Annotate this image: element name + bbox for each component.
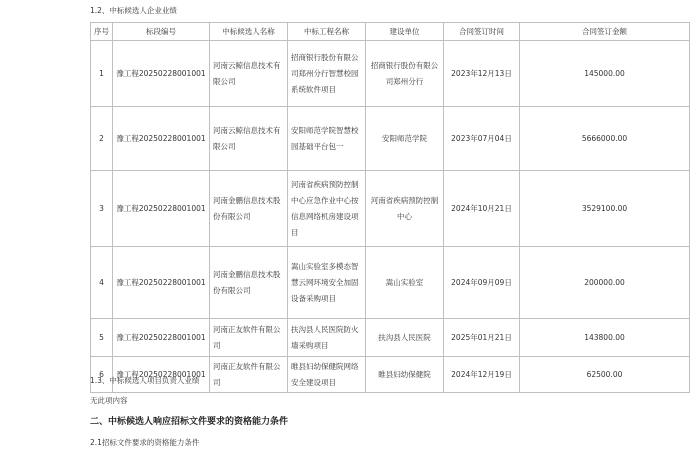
cell-date: 2024年10月21日 [444,171,520,247]
cell-section: 豫工程20250228001001 [113,357,210,393]
cell-no: 2 [91,107,113,171]
cell-project: 嵩山实验室多模态智慧云网环境安全加固设备采购项目 [288,247,366,319]
cell-bidder: 河南云鲸信息技术有限公司 [210,107,288,171]
table-row [91,41,690,107]
table-row [91,319,690,357]
cell-owner: 河南省疾病预防控制中心 [366,171,444,247]
header-amount: 合同签订金额 [520,23,690,41]
cell-owner: 扶沟县人民医院 [366,319,444,357]
cell-date: 2023年12月13日 [444,41,520,107]
cell-amount: 3529100.00 [520,171,690,247]
cell-date: 2025年01月21日 [444,319,520,357]
cell-section: 豫工程20250228001001 [113,247,210,319]
cell-owner: 招商银行股份有限公司郑州分行 [366,41,444,107]
cell-project: 睢县妇幼保健院网络安全建设项目 [288,357,366,393]
cell-date: 2024年12月19日 [444,357,520,393]
table-row [91,171,690,247]
cell-section: 豫工程20250228001001 [113,107,210,171]
section-heading-required-conditions: 2.1招标文件要求的资格能力条件 [90,438,200,447]
cell-project: 扶沟县人民医院防火墙采购项目 [288,319,366,357]
cell-owner: 睢县妇幼保健院 [366,357,444,393]
header-section: 标段编号 [113,23,210,41]
cell-bidder: 河南金鹏信息技术股份有限公司 [210,171,288,247]
header-project: 中标工程名称 [288,23,366,41]
header-owner: 建设单位 [366,23,444,41]
cell-project: 招商银行股份有限公司郑州分行智慧校园系统软件项目 [288,41,366,107]
table-row [91,107,690,171]
cell-section: 豫工程20250228001001 [113,41,210,107]
cell-date: 2023年07月04日 [444,107,520,171]
cell-amount: 145000.00 [520,41,690,107]
cell-amount: 143800.00 [520,319,690,357]
header-bidder: 中标候选人名称 [210,23,288,41]
cell-bidder: 河南正友软件有限公司 [210,357,288,393]
cell-project: 安阳师范学院智慧校园基础平台包一 [288,107,366,171]
cell-date: 2024年09月09日 [444,247,520,319]
cell-no: 3 [91,171,113,247]
cell-owner: 安阳师范学院 [366,107,444,171]
cell-section: 豫工程20250228001001 [113,171,210,247]
cell-amount: 5666000.00 [520,107,690,171]
cell-no: 6 [91,357,113,393]
cell-bidder: 河南金鹏信息技术股份有限公司 [210,247,288,319]
cell-bidder: 河南云鲸信息技术有限公司 [210,41,288,107]
section-heading-bidder-performance: 1.2、中标候选人企业业绩 [90,6,177,15]
cell-no: 4 [91,247,113,319]
cell-bidder: 河南正友软件有限公司 [210,319,288,357]
cell-no: 5 [91,319,113,357]
table-header-row [91,23,690,41]
performance-table [90,22,690,393]
section-heading-qualifications: 二、中标候选人响应招标文件要求的资格能力条件 [90,417,289,427]
table-row [91,247,690,319]
cell-no: 1 [91,41,113,107]
header-date: 合同签订时间 [444,23,520,41]
cell-amount: 62500.00 [520,357,690,393]
section-heading-manager-performance: 1.3、中标候选人项目负责人业绩 [90,376,200,385]
no-content-text: 无此项内容 [90,396,128,405]
cell-amount: 200000.00 [520,247,690,319]
cell-owner: 嵩山实验室 [366,247,444,319]
cell-project: 河南省疾病预防控制中心应急作业中心按信息网络机房建设项目 [288,171,366,247]
header-no: 序号 [91,23,113,41]
cell-section: 豫工程20250228001001 [113,319,210,357]
